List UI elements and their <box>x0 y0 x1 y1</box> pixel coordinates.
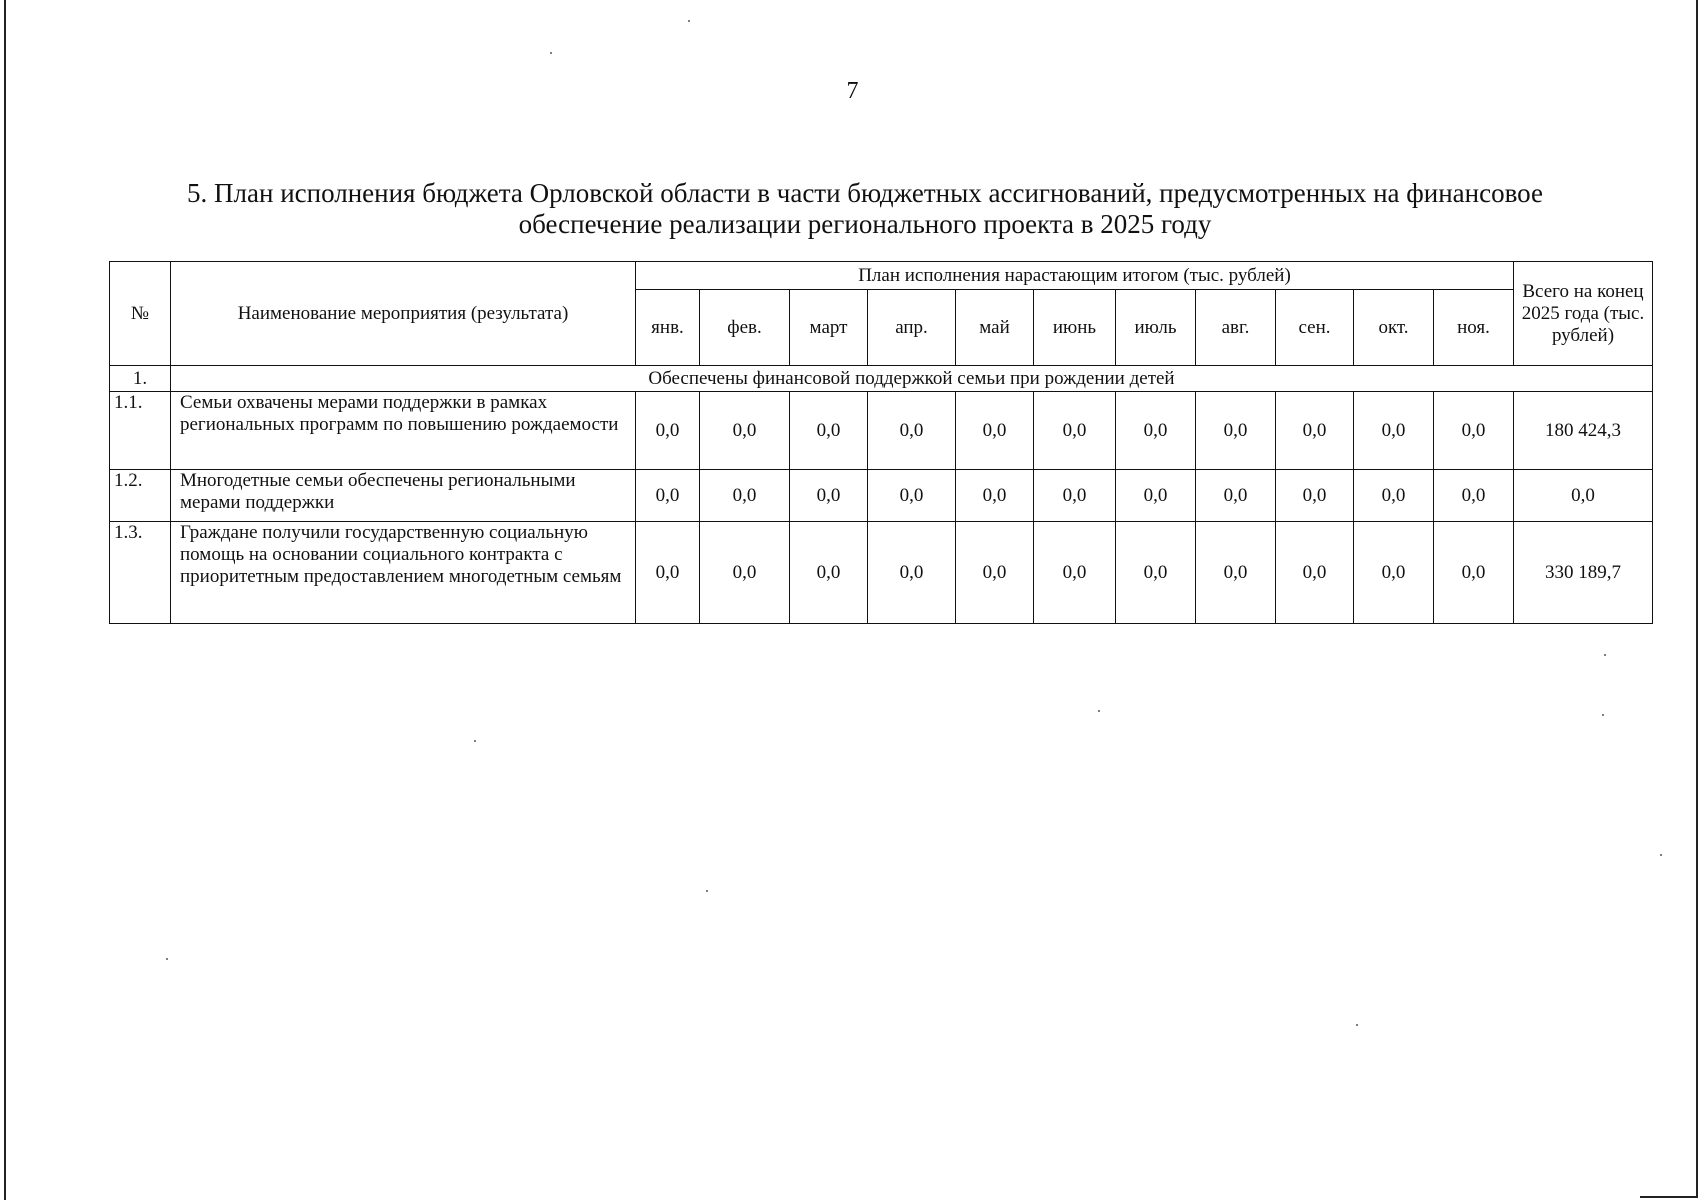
row-value: 0,0 <box>700 522 790 624</box>
scan-speck <box>1602 714 1604 716</box>
row-name: Граждане получили государственную социальную помощь на основании социального контракта с приоритетным предоставлением многодетным семьям <box>171 522 636 624</box>
row-value: 0,0 <box>790 522 868 624</box>
row-value: 0,0 <box>868 392 956 470</box>
row-value: 0,0 <box>1196 470 1276 522</box>
row-value: 0,0 <box>1116 522 1196 624</box>
row-name: Многодетные семьи обеспечены региональными мерами поддержки <box>171 470 636 522</box>
row-value: 0,0 <box>1434 470 1514 522</box>
scan-speck <box>474 740 476 742</box>
table-row <box>110 392 1653 470</box>
row-value: 0,0 <box>1116 392 1196 470</box>
header-plan-group: План исполнения нарастающим итогом (тыс. рублей) <box>636 262 1514 290</box>
scan-speck <box>1604 654 1606 656</box>
row-value: 0,0 <box>636 470 700 522</box>
header-month: авг. <box>1196 290 1276 366</box>
row-value: 0,0 <box>868 470 956 522</box>
table-row <box>110 522 1653 624</box>
scan-left-border <box>4 0 6 1200</box>
row-value: 0,0 <box>636 522 700 624</box>
row-total: 0,0 <box>1514 470 1653 522</box>
row-value: 0,0 <box>700 392 790 470</box>
row-value: 0,0 <box>956 470 1034 522</box>
scan-speck <box>688 20 690 22</box>
header-month: июль <box>1116 290 1196 366</box>
header-month: ноя. <box>1434 290 1514 366</box>
row-total: 180 424,3 <box>1514 392 1653 470</box>
header-num: № <box>110 262 171 366</box>
row-value: 0,0 <box>1354 470 1434 522</box>
row-value: 0,0 <box>1354 522 1434 624</box>
row-value: 0,0 <box>1034 470 1116 522</box>
scan-bottom-border <box>1640 1196 1698 1198</box>
section-num: 1. <box>110 366 171 392</box>
section-title: Обеспечены финансовой поддержкой семьи при рождении детей <box>171 366 1653 392</box>
row-value: 0,0 <box>1196 392 1276 470</box>
header-total: Всего на конец 2025 года (тыс. рублей) <box>1514 262 1653 366</box>
row-value: 0,0 <box>1434 522 1514 624</box>
row-total: 330 189,7 <box>1514 522 1653 624</box>
row-num: 1.1. <box>110 392 171 470</box>
scan-speck <box>706 890 708 892</box>
scan-speck <box>166 958 168 960</box>
row-value: 0,0 <box>1276 522 1354 624</box>
header-month: июнь <box>1034 290 1116 366</box>
row-value: 0,0 <box>636 392 700 470</box>
row-value: 0,0 <box>1276 470 1354 522</box>
header-month: март <box>790 290 868 366</box>
header-month: фев. <box>700 290 790 366</box>
row-value: 0,0 <box>1434 392 1514 470</box>
scan-speck <box>1660 854 1662 856</box>
row-value: 0,0 <box>1034 522 1116 624</box>
scan-speck <box>1356 1024 1358 1026</box>
table-row <box>110 470 1653 522</box>
row-value: 0,0 <box>956 392 1034 470</box>
row-value: 0,0 <box>1196 522 1276 624</box>
row-num: 1.2. <box>110 470 171 522</box>
header-month: окт. <box>1354 290 1434 366</box>
header-month: сен. <box>1276 290 1354 366</box>
header-month: май <box>956 290 1034 366</box>
row-value: 0,0 <box>790 392 868 470</box>
row-value: 0,0 <box>868 522 956 624</box>
header-month: янв. <box>636 290 700 366</box>
row-value: 0,0 <box>790 470 868 522</box>
row-name: Семьи охвачены мерами поддержки в рамках региональных программ по повышению рождаемости <box>171 392 636 470</box>
row-num: 1.3. <box>110 522 171 624</box>
header-name: Наименование мероприятия (результата) <box>171 262 636 366</box>
row-value: 0,0 <box>700 470 790 522</box>
row-value: 0,0 <box>1116 470 1196 522</box>
document-title: 5. План исполнения бюджета Орловской области в части бюджетных ассигнований, предусмотренных на финансовое обеспечение реализации регионального проекта в 2025 году <box>187 178 1543 239</box>
row-value: 0,0 <box>1034 392 1116 470</box>
scan-speck <box>550 52 552 54</box>
row-value: 0,0 <box>956 522 1034 624</box>
header-row-top <box>110 262 1653 290</box>
section-row <box>110 366 1653 392</box>
row-value: 0,0 <box>1276 392 1354 470</box>
row-value: 0,0 <box>1354 392 1434 470</box>
scan-right-border <box>1696 0 1698 1198</box>
budget-plan-table <box>109 261 1653 624</box>
header-month: апр. <box>868 290 956 366</box>
scan-speck <box>1098 710 1100 712</box>
page-number: 7 <box>846 78 859 104</box>
